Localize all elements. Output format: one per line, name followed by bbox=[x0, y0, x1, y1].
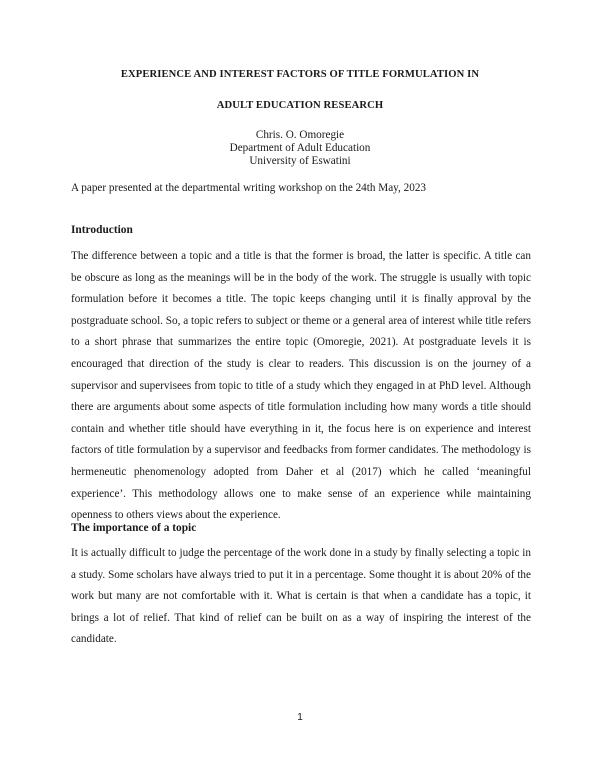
author-department: Department of Adult Education bbox=[229, 142, 371, 154]
section-body-importance-of-topic: It is actually difficult to judge the percentage of the work done in a study by finally selecting a topic in a study. Some scholars have always tried to put it in a percentage. Some thought it is about 20% of the work but many are not comfortable with it. What is certain is that when a candidate has a topic, it brings a lot of relief. That kind of relief can be built on as a way of inspiring the interest of the candidate. bbox=[71, 547, 531, 646]
section-heading-introduction: Introduction bbox=[71, 224, 133, 236]
paper-title-line-1: EXPERIENCE AND INTEREST FACTORS OF TITLE FORMULATION IN bbox=[120, 69, 480, 80]
section-body-introduction: The difference between a topic and a title is that the former is broad, the latter is specific. A title can be obscure as long as the meanings will be in the body of the work. The struggle is usually with topic formulation before it becomes a title. The topic keeps changing until it is finally approval by the postgraduate school. So, a topic refers to subject or theme or a general area of interest while title refers to a short phrase that summarizes the entire topic (Omoregie, 2021). At postgraduate levels it is encouraged that direction of the study is clear to readers. This discussion is on the journey of a supervisor and supervisees from topic to title of a study which they engaged in at PhD level. Although there are arguments about some aspects of title formulation including how many words a title should contain and whether title should have everything in it, the focus here is on experience and interest factors of title formulation by a supervisor and feedbacks from former candidates. The methodology is hermeneutic phenomenology adopted from Daher et al (2017) which he called ‘meaningful experience’. This methodology allows one to make sense of an experience while maintaining openness to others views about the experience. bbox=[71, 250, 531, 522]
presentation-note: A paper presented at the departmental writing workshop on the 24th May, 2023 bbox=[71, 182, 427, 194]
author-name: Chris. O. Omoregie bbox=[255, 129, 345, 141]
author-university: University of Eswatini bbox=[249, 155, 351, 167]
page-number: 1 bbox=[297, 712, 303, 723]
section-heading-importance-of-topic: The importance of a topic bbox=[71, 522, 197, 534]
paper-title-line-2: ADULT EDUCATION RESEARCH bbox=[216, 100, 384, 111]
